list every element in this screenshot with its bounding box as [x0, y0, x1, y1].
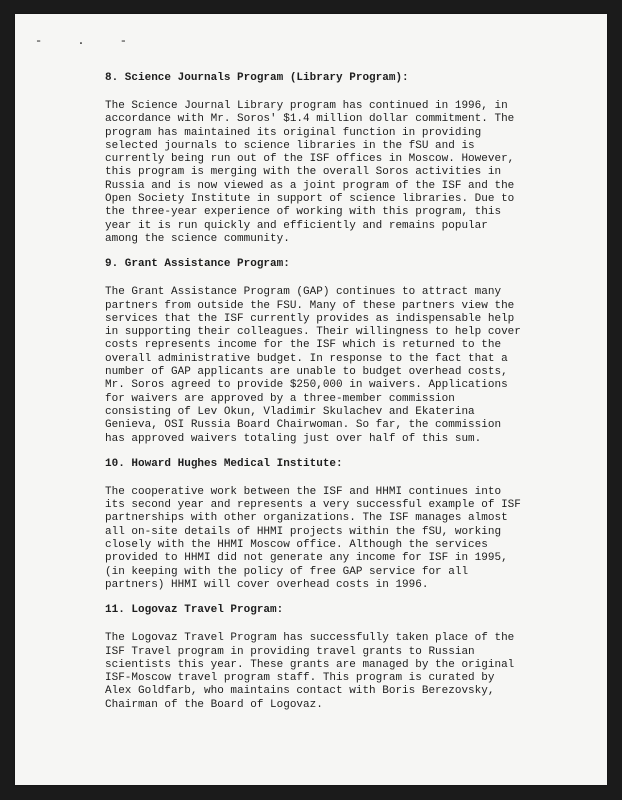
text-line: number of GAP applicants are unable to budget overhead costs, — [105, 366, 508, 379]
section-heading: 11. Logovaz Travel Program: — [105, 604, 284, 617]
text-line: overall administrative budget. In response to the fact that a — [105, 352, 508, 365]
text-line: partners) HHMI will cover overhead costs in 1996. — [105, 578, 429, 591]
text-line: ISF Travel program in providing travel grants to Russian — [105, 645, 475, 658]
text-line: Chairman of the Board of Logovaz. — [105, 698, 323, 711]
text-line: consisting of Lev Okun, Vladimir Skulachev and Ekaterina — [105, 405, 475, 418]
text-line: the three-year experience of working with this program, this — [105, 206, 502, 219]
text-line: currently being run out of the ISF offices in Moscow. However, — [105, 153, 515, 166]
text-line: ISF-Moscow travel program staff. This program is curated by — [105, 672, 495, 685]
section-grant-assistance — [105, 258, 545, 446]
text-line: program has maintained its original function in providing — [105, 126, 482, 139]
text-line: Open Society Institute in support of science libraries. Due to — [105, 193, 515, 206]
text-line: partnerships with other organizations. The ISF manages almost — [105, 512, 508, 525]
section-paragraph — [105, 486, 545, 592]
document-page — [15, 14, 607, 785]
text-line: partners from outside the FSU. Many of these partners view the — [105, 299, 515, 312]
document-body — [105, 72, 545, 724]
section-paragraph — [105, 286, 545, 446]
text-line: for waivers are approved by a three-member commission — [105, 392, 455, 405]
text-line: The Science Journal Library program has continued in 1996, in — [105, 100, 508, 112]
text-line: has approved waivers totaling just over half of this sum. — [105, 432, 482, 445]
text-line: The Grant Assistance Program (GAP) continues to attract many — [105, 286, 502, 299]
section-logovaz — [105, 604, 545, 712]
text-line: services that the ISF currently provides as indispensable help — [105, 312, 515, 325]
page-marks: - . - — [35, 34, 142, 48]
section-science-journals — [105, 72, 545, 246]
section-paragraph — [105, 100, 545, 246]
section-heading: 8. Science Journals Program (Library Program): — [105, 72, 409, 84]
text-line: Alex Goldfarb, who maintains contact with Boris Berezovsky, — [105, 685, 495, 698]
text-line: closely with the HHMI Moscow office. Although the services — [105, 539, 488, 552]
section-heading: 10. Howard Hughes Medical Institute: — [105, 457, 343, 470]
text-line: The cooperative work between the ISF and HHMI continues into — [105, 485, 502, 498]
section-heading: 9. Grant Assistance Program: — [105, 258, 290, 271]
text-line: (in keeping with the policy of free GAP service for all — [105, 565, 469, 578]
text-line: all on-site details of HHMI projects within the fSU, working — [105, 525, 502, 538]
text-line: accordance with Mr. Soros' $1.4 million dollar commitment. The — [105, 113, 515, 126]
text-line: selected journals to science libraries in the fSU and is — [105, 139, 475, 152]
section-hhmi — [105, 458, 545, 592]
text-line: costs represents income for the ISF which is returned to the — [105, 339, 502, 352]
text-line: in supporting their colleagues. Their willingness to help cover — [105, 326, 521, 339]
text-line: among the science community. — [105, 232, 290, 245]
text-line: this program is merging with the overall Soros activities in — [105, 166, 502, 179]
text-line: The Logovaz Travel Program has successfully taken place of the — [105, 632, 515, 645]
text-line: its second year and represents a very successful example of ISF — [105, 499, 521, 512]
text-line: year it is run quickly and efficiently and remains popular — [105, 219, 488, 232]
text-line: Mr. Soros agreed to provide $250,000 in waivers. Applications — [105, 379, 508, 392]
section-paragraph — [105, 632, 545, 712]
text-line: Genieva, OSI Russia Board Chairwoman. So far, the commission — [105, 419, 502, 432]
text-line: scientists this year. These grants are managed by the original — [105, 658, 515, 671]
text-line: Russia and is now viewed as a joint program of the ISF and the — [105, 179, 515, 192]
text-line: provided to HHMI did not generate any income for ISF in 1995, — [105, 552, 508, 565]
